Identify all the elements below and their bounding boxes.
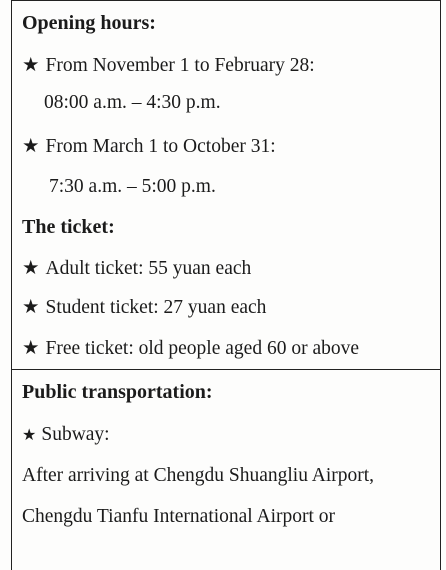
transport-line-1: After arriving at Chengdu Shuangliu Airport, [22,465,375,486]
ticket-item-student [22,298,266,318]
opening-item-1-text: From November 1 to February 28: [45,55,315,76]
transport-heading: Public transportation: [22,381,213,403]
star-bullet-icon: ★ [22,136,40,157]
opening-item-2-hours: 7:30 a.m. – 5:00 p.m. [49,176,216,197]
opening-item-1-hours: 08:00 a.m. – 4:30 p.m. [44,92,221,113]
opening-item-1 [22,56,315,76]
star-bullet-icon: ★ [22,338,40,359]
star-bullet-icon: ★ [22,427,37,444]
ticket-item-adult [22,259,251,279]
opening-hours-heading: Opening hours: [22,12,156,34]
ticket-item-student-text: Student ticket: 27 yuan each [45,297,267,318]
ticket-heading: The ticket: [22,216,115,238]
subway-label: Subway: [41,424,110,445]
transport-line-2: Chengdu Tianfu International Airport or [22,506,336,527]
opening-item-2 [22,137,276,157]
info-box-hours-tickets [11,0,441,370]
info-box-transportation [11,370,441,570]
star-bullet-icon: ★ [22,297,40,318]
star-bullet-icon: ★ [22,55,40,76]
ticket-item-free [22,339,359,359]
ticket-item-free-text: Free ticket: old people aged 60 or above [45,338,359,359]
subway-item [22,425,110,445]
document-page [11,0,443,560]
opening-item-2-text: From March 1 to October 31: [45,136,276,157]
ticket-item-adult-text: Adult ticket: 55 yuan each [45,258,252,279]
star-bullet-icon: ★ [22,258,40,279]
